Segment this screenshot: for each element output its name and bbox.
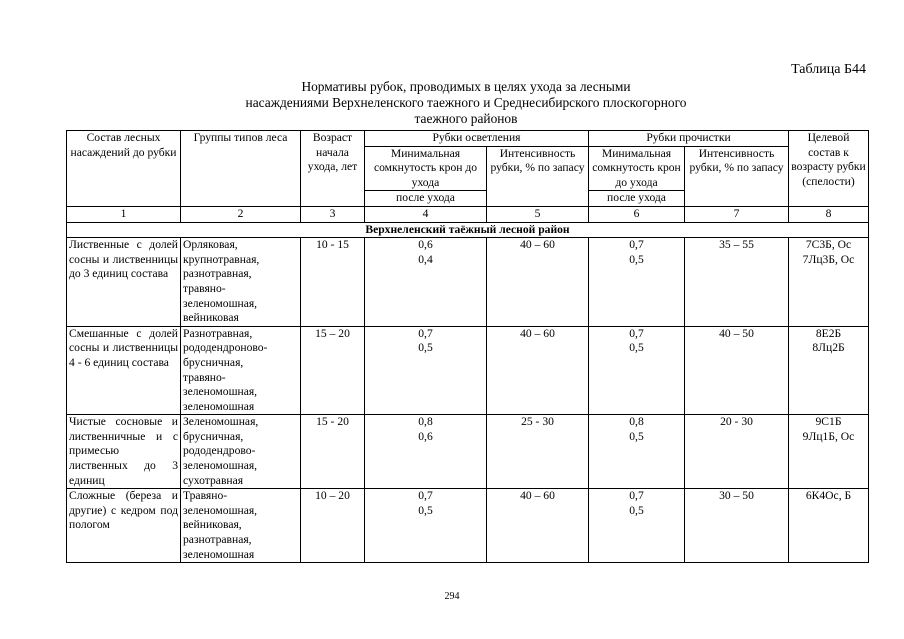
forest-type: разнотравная, — [183, 533, 252, 547]
forest-type: сухотравная — [183, 473, 244, 487]
composition-cell: Смешанные с долей сосны и лиственницы 4 - 6 единиц состава — [67, 326, 181, 415]
osv-closure-cell — [365, 415, 487, 489]
region-title: Верхнеленский таёжный лесной район — [67, 222, 869, 238]
forest-type: зеленомошная — [183, 547, 255, 561]
closure-before: 0,8 — [418, 415, 433, 429]
age-cell: 10 - 15 — [301, 238, 365, 327]
closure-after: 0,6 — [418, 429, 433, 443]
norms-table — [66, 130, 869, 563]
header-proch-group: Рубки прочистки — [589, 131, 789, 147]
target-composition: 9С1Б — [815, 415, 842, 429]
column-number: 3 — [301, 206, 365, 222]
proch-intensity-cell: 30 – 50 — [685, 489, 789, 563]
forest-type: Орляковая, — [183, 238, 238, 252]
header-osv-group: Рубки осветления — [365, 131, 589, 147]
header-proch-closure: Минимальная сомкнутость крон до ухода — [589, 146, 685, 191]
proch-intensity-cell: 35 – 55 — [685, 238, 789, 327]
target-composition: 6К4Ос, Б — [805, 489, 852, 503]
forest-types-cell — [181, 415, 301, 489]
forest-type: крупнотравная, — [183, 252, 260, 266]
forest-type: брусничная, — [183, 355, 244, 369]
age-cell: 10 – 20 — [301, 489, 365, 563]
forest-type: брусничная, — [183, 429, 244, 443]
forest-type: зеленомошная — [183, 399, 255, 413]
osv-closure-cell — [365, 489, 487, 563]
header-age: Возраст начала ухода, лет — [301, 131, 365, 207]
forest-type: вейниковая — [183, 311, 239, 325]
header-osv-closure: Минимальная сомкнутость крон до ухода — [365, 146, 487, 191]
closure-before: 0,7 — [418, 489, 433, 503]
column-number: 2 — [181, 206, 301, 222]
age-cell: 15 - 20 — [301, 415, 365, 489]
header-proch-after: после ухода — [589, 191, 685, 207]
forest-types-cell — [181, 489, 301, 563]
closure-before: 0,6 — [418, 238, 433, 252]
closure-before: 0,7 — [629, 238, 644, 252]
table-row — [67, 489, 869, 563]
forest-type: травяно- — [183, 281, 226, 295]
table-row — [67, 238, 869, 327]
proch-closure-cell — [589, 489, 685, 563]
column-number: 5 — [487, 206, 589, 222]
target-cell — [789, 489, 869, 563]
target-cell — [789, 415, 869, 489]
target-composition: 9Лц1Б, Ос — [802, 429, 855, 443]
page-number: 294 — [444, 591, 460, 602]
table-row — [67, 415, 869, 489]
proch-intensity-cell: 20 - 30 — [685, 415, 789, 489]
closure-before: 0,7 — [418, 326, 433, 340]
header-target: Целевой состав к возрасту рубки (спелости) — [789, 131, 869, 207]
header-composition: Состав лесных насаждений до рубки — [67, 131, 181, 207]
column-numbers-row — [67, 206, 869, 222]
proch-intensity-cell: 40 – 50 — [685, 326, 789, 415]
closure-after: 0,4 — [418, 252, 433, 266]
closure-after: 0,5 — [629, 503, 644, 517]
target-composition: 8Лц2Б — [812, 341, 845, 355]
forest-type: зеленомошная, — [183, 459, 258, 473]
header-osv-intensity: Интенсивность рубки, % по запасу — [487, 146, 589, 206]
composition-cell: Чистые сосновые и лиственничные и с примесью лиственных до 3 единиц — [67, 415, 181, 489]
closure-after: 0,5 — [418, 503, 433, 517]
target-composition: 7Лц3Б, Ос — [802, 252, 855, 266]
osv-intensity-cell: 40 – 60 — [487, 238, 589, 327]
osv-intensity-cell: 40 – 60 — [487, 489, 589, 563]
forest-type: зеленомошная, — [183, 503, 258, 517]
forest-type: рододендрово- — [183, 444, 256, 458]
header-forest-types: Группы типов леса — [181, 131, 301, 207]
forest-types-cell — [181, 238, 301, 327]
target-cell — [789, 238, 869, 327]
forest-type: травяно- — [183, 370, 226, 384]
composition-cell: Лиственные с долей сосны и лиственницы до 3 единиц состава — [67, 238, 181, 327]
closure-after: 0,5 — [629, 341, 644, 355]
forest-type: зеленомошная, — [183, 385, 258, 399]
closure-after: 0,5 — [629, 429, 644, 443]
closure-before: 0,7 — [629, 326, 644, 340]
forest-type: Травяно- — [183, 489, 228, 503]
closure-after: 0,5 — [629, 252, 644, 266]
header-proch-intensity: Интенсивность рубки, % по запасу — [685, 146, 789, 206]
target-composition: 8Е2Б — [815, 326, 842, 340]
header-osv-after: после ухода — [365, 191, 487, 207]
forest-type: Разнотравная, — [183, 326, 253, 340]
column-number: 7 — [685, 206, 789, 222]
closure-after: 0,5 — [418, 341, 433, 355]
forest-type: Зеленомошная, — [183, 415, 259, 429]
forest-type: вейниковая, — [183, 518, 242, 532]
title-line: таежного районов — [414, 111, 518, 126]
osv-closure-cell — [365, 238, 487, 327]
table-label: Таблица Б44 — [791, 62, 866, 77]
osv-closure-cell — [365, 326, 487, 415]
forest-type: разнотравная, — [183, 267, 252, 281]
target-cell — [789, 326, 869, 415]
proch-closure-cell — [589, 326, 685, 415]
forest-types-cell — [181, 326, 301, 415]
region-row — [67, 222, 869, 238]
proch-closure-cell — [589, 415, 685, 489]
osv-intensity-cell: 40 – 60 — [487, 326, 589, 415]
osv-intensity-cell: 25 - 30 — [487, 415, 589, 489]
closure-before: 0,8 — [629, 415, 644, 429]
forest-type: рододендроново- — [183, 341, 268, 355]
header-row-1 — [67, 131, 869, 147]
title-line: Нормативы рубок, проводимых в целях ухода за лесными — [301, 79, 631, 94]
column-number: 1 — [67, 206, 181, 222]
column-number: 8 — [789, 206, 869, 222]
proch-closure-cell — [589, 238, 685, 327]
table-row — [67, 326, 869, 415]
title-line: насаждениями Верхнеленского таежного и Среднесибирского плоскогорного — [245, 95, 687, 110]
target-composition: 7С3Б, Ос — [805, 238, 852, 252]
age-cell: 15 – 20 — [301, 326, 365, 415]
composition-cell: Сложные (береза и другие) с кедром под пологом — [67, 489, 181, 563]
closure-before: 0,7 — [629, 489, 644, 503]
column-number: 4 — [365, 206, 487, 222]
forest-type: зеленомошная, — [183, 296, 258, 310]
column-number: 6 — [589, 206, 685, 222]
table-title — [200, 79, 732, 127]
